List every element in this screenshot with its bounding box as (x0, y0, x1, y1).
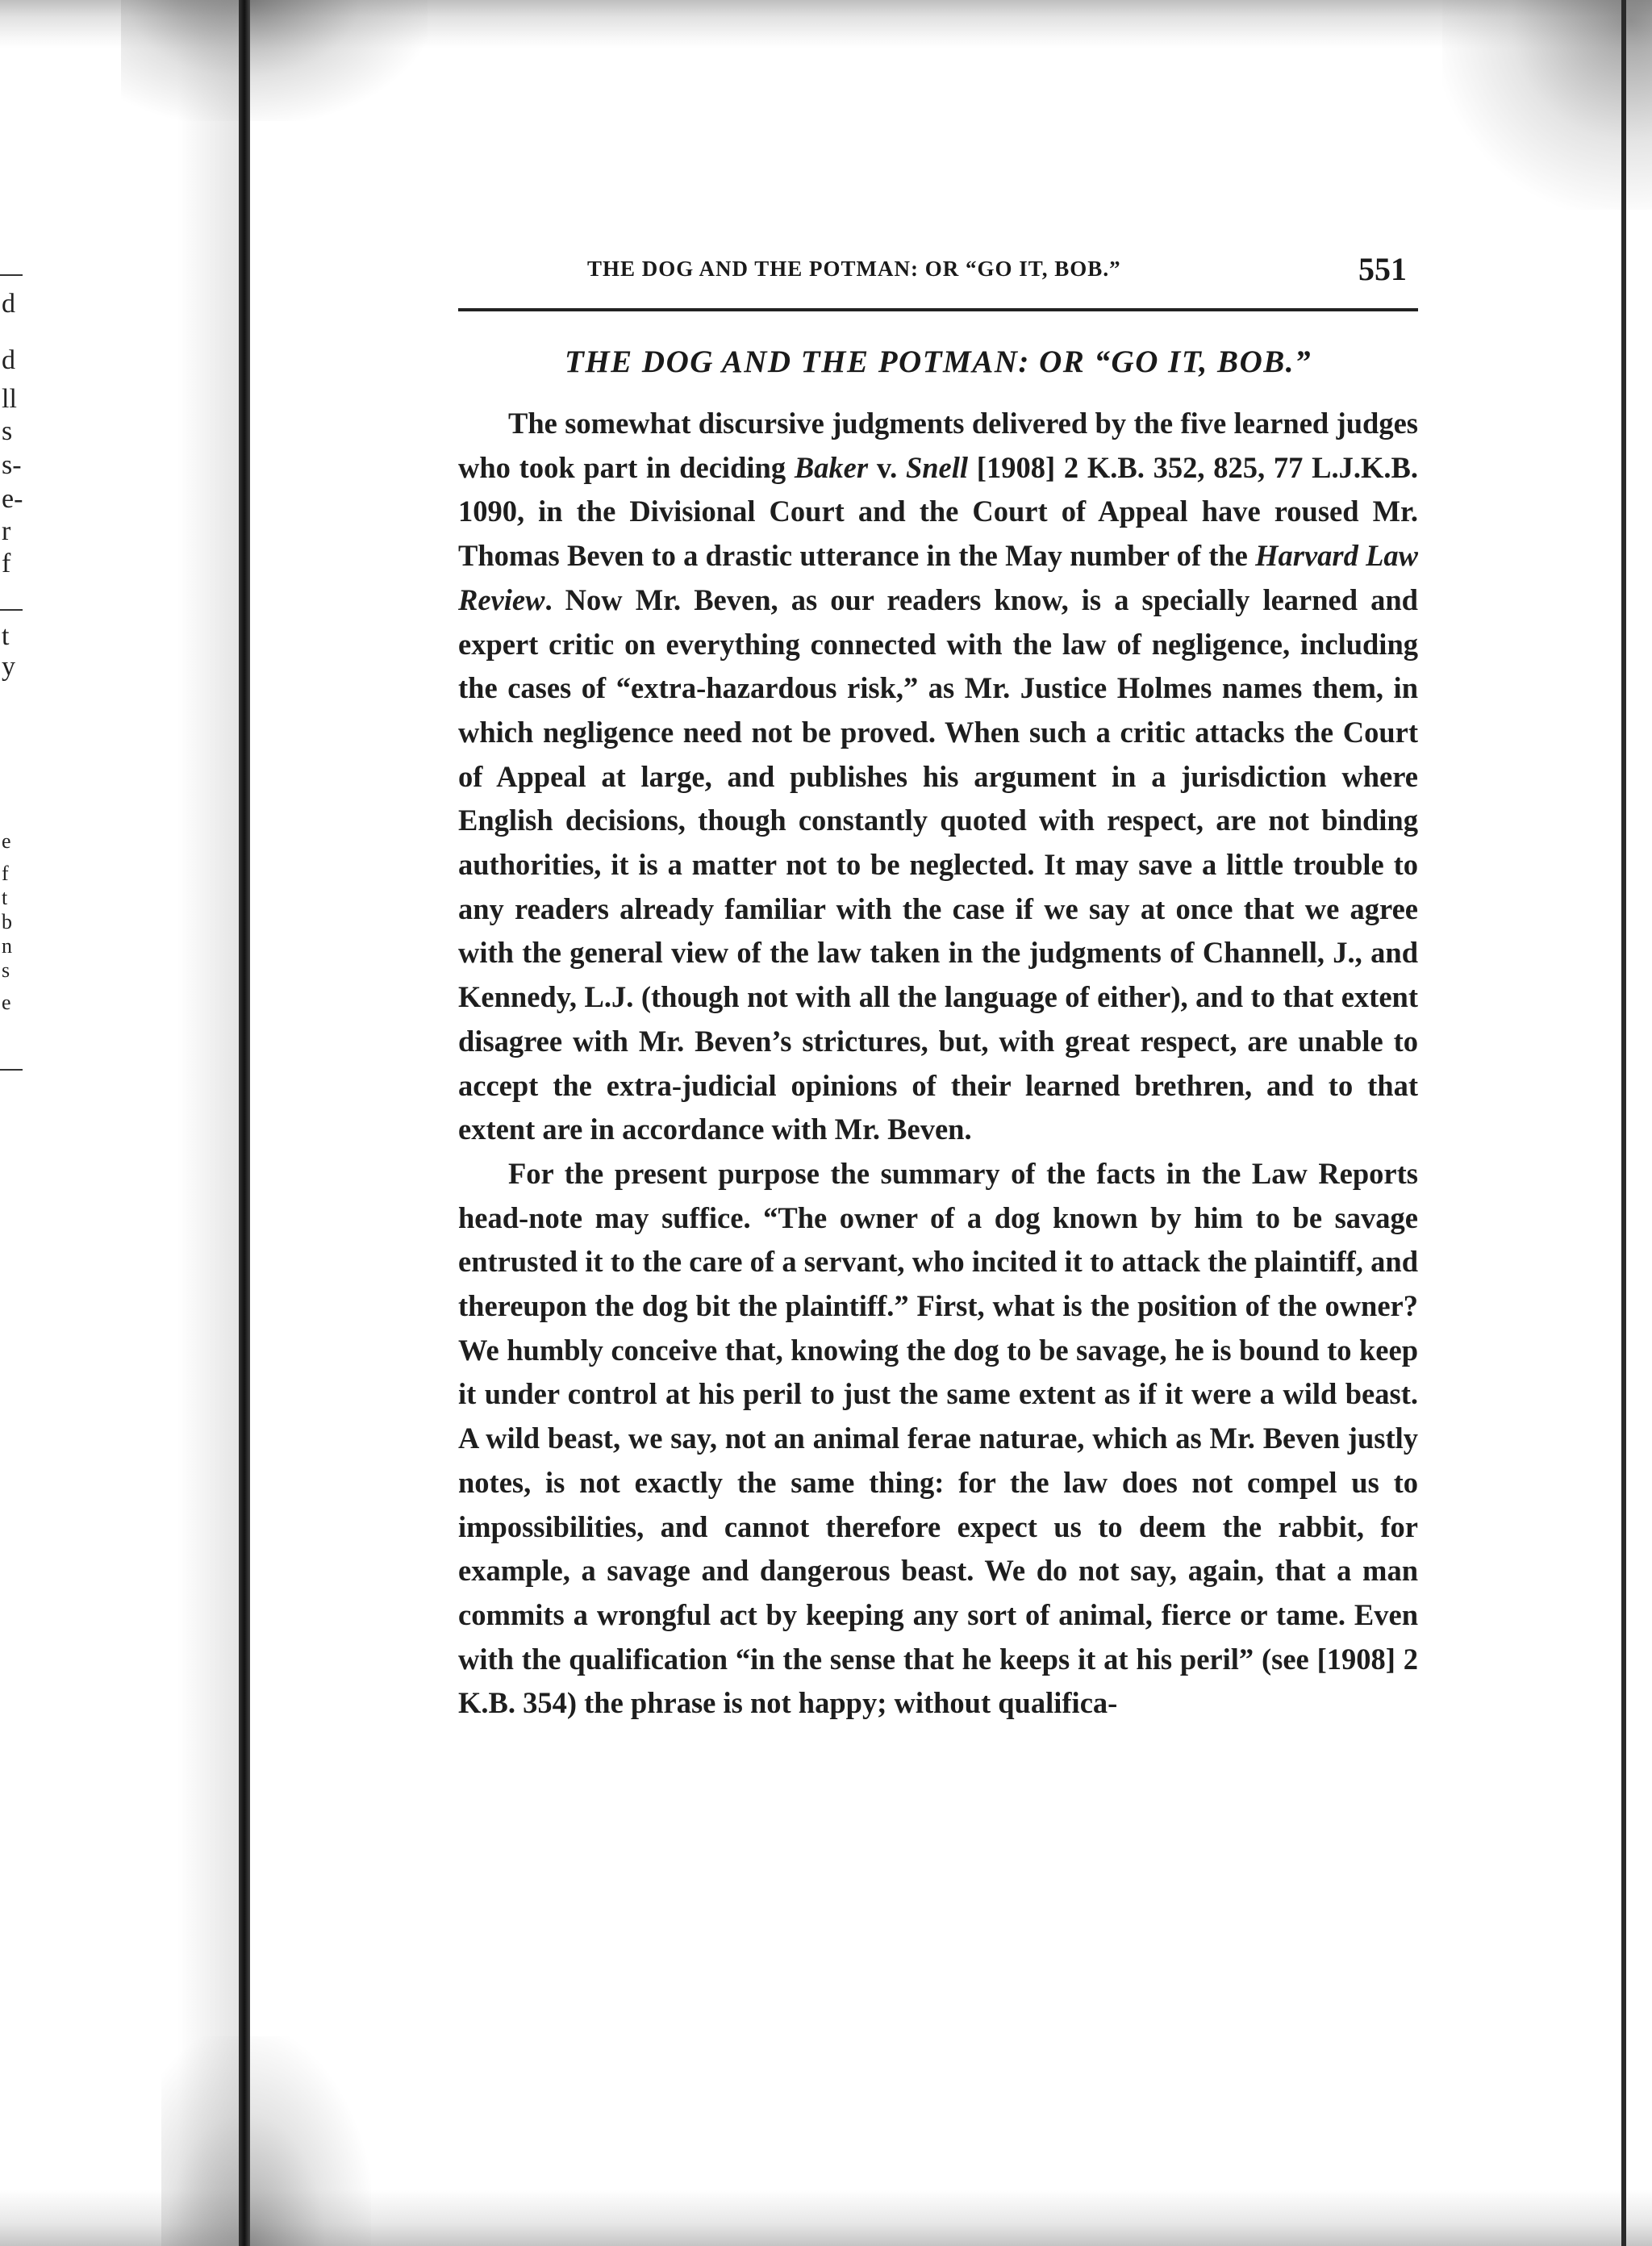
facing-page-fragment: d (2, 345, 15, 375)
facing-page-fragment: e (2, 829, 11, 853)
facing-page-fragment: t (2, 886, 8, 909)
paragraph (458, 402, 1418, 1152)
facing-page-fragment: s (2, 416, 13, 446)
facing-page-rule (0, 274, 23, 276)
facing-page-fragment: r (2, 516, 11, 546)
text-run: [1908] 2 K.B. 352, 825, 77 L.J.K.B. 1090, in the Divisional Court and the Court of Appeal have roused Mr. Thomas Beven to a drastic utterance in the May number of the (458, 450, 1418, 573)
page-number: 551 (1358, 251, 1407, 287)
facing-page-fragment: b (2, 910, 12, 933)
running-header (458, 250, 1418, 298)
italic-run: Baker (794, 450, 869, 484)
italic-run: Snell (905, 450, 969, 484)
facing-page-fragment: f (2, 549, 11, 578)
facing-page-fragment: n (2, 934, 12, 958)
facing-page-fragment: t (2, 621, 10, 651)
facing-page-rule (0, 609, 23, 611)
facing-page-fragment: ll (2, 384, 17, 414)
italic-run: Harvard Law Review (458, 539, 1418, 616)
article-title: THE DOG AND THE POTMAN: OR “GO IT, BOB.” (565, 344, 1312, 379)
book-spine (239, 0, 250, 2246)
header-rule (458, 308, 1418, 311)
article-body (458, 402, 1418, 1726)
text-run: v. (868, 450, 906, 484)
facing-page-fragment: e- (2, 484, 23, 514)
facing-page-rule (0, 1069, 23, 1071)
facing-page-fragment: s (2, 958, 10, 982)
facing-page-fragment: s- (2, 450, 22, 480)
scan-smudge-top-left (121, 0, 428, 121)
page-edge-right (1621, 0, 1626, 2246)
text-run: For the present purpose the summary of the facts in the Law Reports head-note may suffice. “The owner of a dog known by him to be savage entrusted it to the care of a servant, who incited it to attack the plaintiff, and thereupon the dog bit the plaintiff.” First, what is the position of the owner? We humbly conceive that, knowing the dog to be savage, he is bound to keep it under control at his peril to just the same extent as if it were a wild beast. A wild beast, we say, not an animal ferae naturae, which as Mr. Beven justly notes, is not exactly the same thing: for the law does not compel us to impossibilities, and cannot therefore expect us to deem the rabbit, for example, a savage and dangerous beast. We do not say, again, that a man commits a wrongful act by keeping any sort of animal, fierce or tame. Even with the qualification “in the sense that he keeps it at his peril” (see [1908] 2 K.B. 354) the phrase is not happy; without qualifica- (458, 1156, 1418, 1720)
scan-smudge-top-right (1442, 0, 1652, 210)
facing-page-fragment: f (2, 862, 9, 885)
facing-page-fragment: e (2, 991, 11, 1014)
binding-shadow (177, 0, 239, 2246)
facing-page-fragment: y (2, 652, 15, 682)
text-run: . Now Mr. Beven, as our readers know, is a specially learned and expert critic on everything connected with the law of negligence, including the cases of “extra-hazardous risk,” as Mr. Justice Holmes names them, in which negligence need not be proved. When such a critic attacks the Court of Appeal at large, and publishes his argument in a jurisdiction where English decisions, though constantly quoted with respect, are not binding authorities, it is a matter not to be neglected. It may save a little trouble to any readers already familiar with the case if we say at once that we agree with the general view of the law taken in the judgments of Channell, J., and Kennedy, L.J. (though not with all the language of either), and to that extent disagree with Mr. Beven’s strictures, but, with great respect, are unable to accept the extra-judicial opinions of their learned brethren, and to that extent are in accordance with Mr. Beven. (458, 582, 1418, 1146)
paragraph (458, 1152, 1418, 1726)
running-header-title: THE DOG AND THE POTMAN: OR “GO IT, BOB.” (587, 257, 1121, 281)
text-run: The somewhat discursive judgments delivered by the five learned judges who took part in deciding (458, 407, 1418, 484)
facing-page-fragment: d (2, 289, 15, 319)
